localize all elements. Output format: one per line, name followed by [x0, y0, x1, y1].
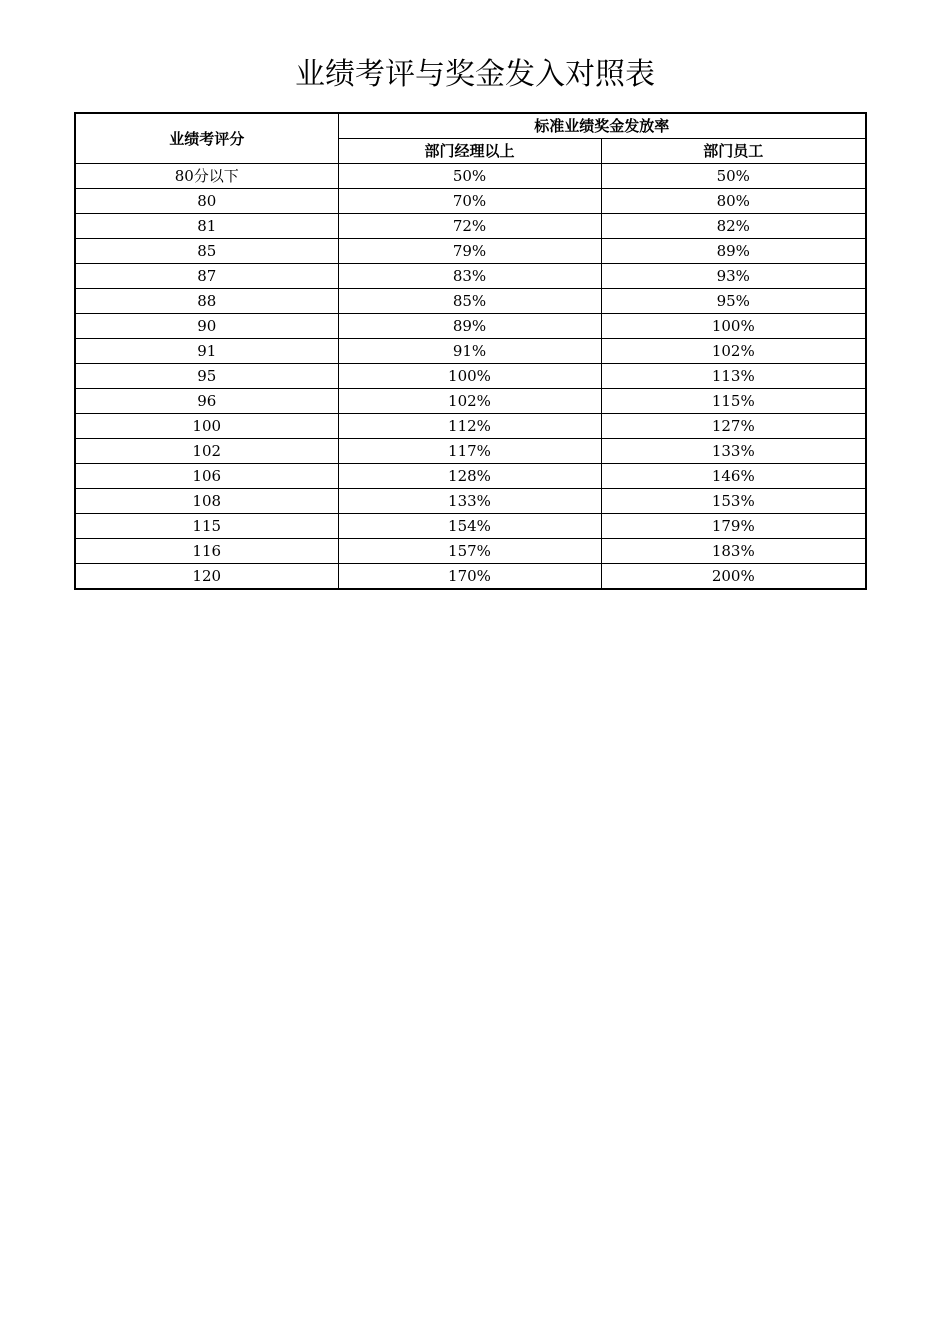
- manager-rate-cell: 72%: [338, 214, 601, 239]
- score-cell: 95: [75, 364, 338, 389]
- staff-rate-cell: 183%: [601, 539, 866, 564]
- staff-rate-cell: 50%: [601, 164, 866, 189]
- score-cell: 91: [75, 339, 338, 364]
- table-row: [75, 264, 866, 289]
- score-cell: 116: [75, 539, 338, 564]
- table-row: [75, 489, 866, 514]
- table-row: [75, 539, 866, 564]
- score-cell: 90: [75, 314, 338, 339]
- bonus-table: [74, 112, 867, 590]
- manager-column-header: 部门经理以上: [338, 139, 601, 164]
- score-cell: 81: [75, 214, 338, 239]
- staff-rate-cell: 127%: [601, 414, 866, 439]
- manager-rate-cell: 133%: [338, 489, 601, 514]
- rate-group-header: 标准业绩奖金发放率: [338, 113, 866, 139]
- manager-rate-cell: 50%: [338, 164, 601, 189]
- score-cell: 108: [75, 489, 338, 514]
- header-row: [75, 113, 866, 139]
- staff-rate-cell: 113%: [601, 364, 866, 389]
- manager-rate-cell: 89%: [338, 314, 601, 339]
- table-row: [75, 564, 866, 590]
- staff-rate-cell: 95%: [601, 289, 866, 314]
- staff-rate-cell: 82%: [601, 214, 866, 239]
- score-cell: 96: [75, 389, 338, 414]
- staff-rate-cell: 102%: [601, 339, 866, 364]
- staff-rate-cell: 100%: [601, 314, 866, 339]
- staff-rate-cell: 80%: [601, 189, 866, 214]
- score-cell: 100: [75, 414, 338, 439]
- manager-rate-cell: 157%: [338, 539, 601, 564]
- table-row: [75, 464, 866, 489]
- table-row: [75, 189, 866, 214]
- score-cell: 80分以下: [75, 164, 338, 189]
- table-body: [75, 164, 866, 590]
- staff-rate-cell: 89%: [601, 239, 866, 264]
- staff-rate-cell: 179%: [601, 514, 866, 539]
- score-cell: 120: [75, 564, 338, 590]
- score-cell: 88: [75, 289, 338, 314]
- table-row: [75, 289, 866, 314]
- score-cell: 115: [75, 514, 338, 539]
- table-row: [75, 514, 866, 539]
- staff-column-header: 部门员工: [601, 139, 866, 164]
- score-cell: 102: [75, 439, 338, 464]
- manager-rate-cell: 128%: [338, 464, 601, 489]
- table-row: [75, 339, 866, 364]
- score-cell: 106: [75, 464, 338, 489]
- staff-rate-cell: 146%: [601, 464, 866, 489]
- manager-rate-cell: 117%: [338, 439, 601, 464]
- staff-rate-cell: 153%: [601, 489, 866, 514]
- page-title: 业绩考评与奖金发入对照表: [295, 57, 655, 92]
- table-row: [75, 364, 866, 389]
- table-row: [75, 389, 866, 414]
- manager-rate-cell: 100%: [338, 364, 601, 389]
- manager-rate-cell: 85%: [338, 289, 601, 314]
- manager-rate-cell: 91%: [338, 339, 601, 364]
- staff-rate-cell: 115%: [601, 389, 866, 414]
- manager-rate-cell: 102%: [338, 389, 601, 414]
- score-cell: 80: [75, 189, 338, 214]
- table-row: [75, 239, 866, 264]
- table-row: [75, 164, 866, 189]
- staff-rate-cell: 133%: [601, 439, 866, 464]
- table-row: [75, 414, 866, 439]
- table-row: [75, 314, 866, 339]
- table-row: [75, 214, 866, 239]
- score-cell: 87: [75, 264, 338, 289]
- score-cell: 85: [75, 239, 338, 264]
- manager-rate-cell: 83%: [338, 264, 601, 289]
- staff-rate-cell: 93%: [601, 264, 866, 289]
- manager-rate-cell: 170%: [338, 564, 601, 590]
- table-row: [75, 439, 866, 464]
- manager-rate-cell: 154%: [338, 514, 601, 539]
- score-column-header: 业绩考评分: [75, 113, 338, 164]
- manager-rate-cell: 112%: [338, 414, 601, 439]
- manager-rate-cell: 79%: [338, 239, 601, 264]
- manager-rate-cell: 70%: [338, 189, 601, 214]
- staff-rate-cell: 200%: [601, 564, 866, 590]
